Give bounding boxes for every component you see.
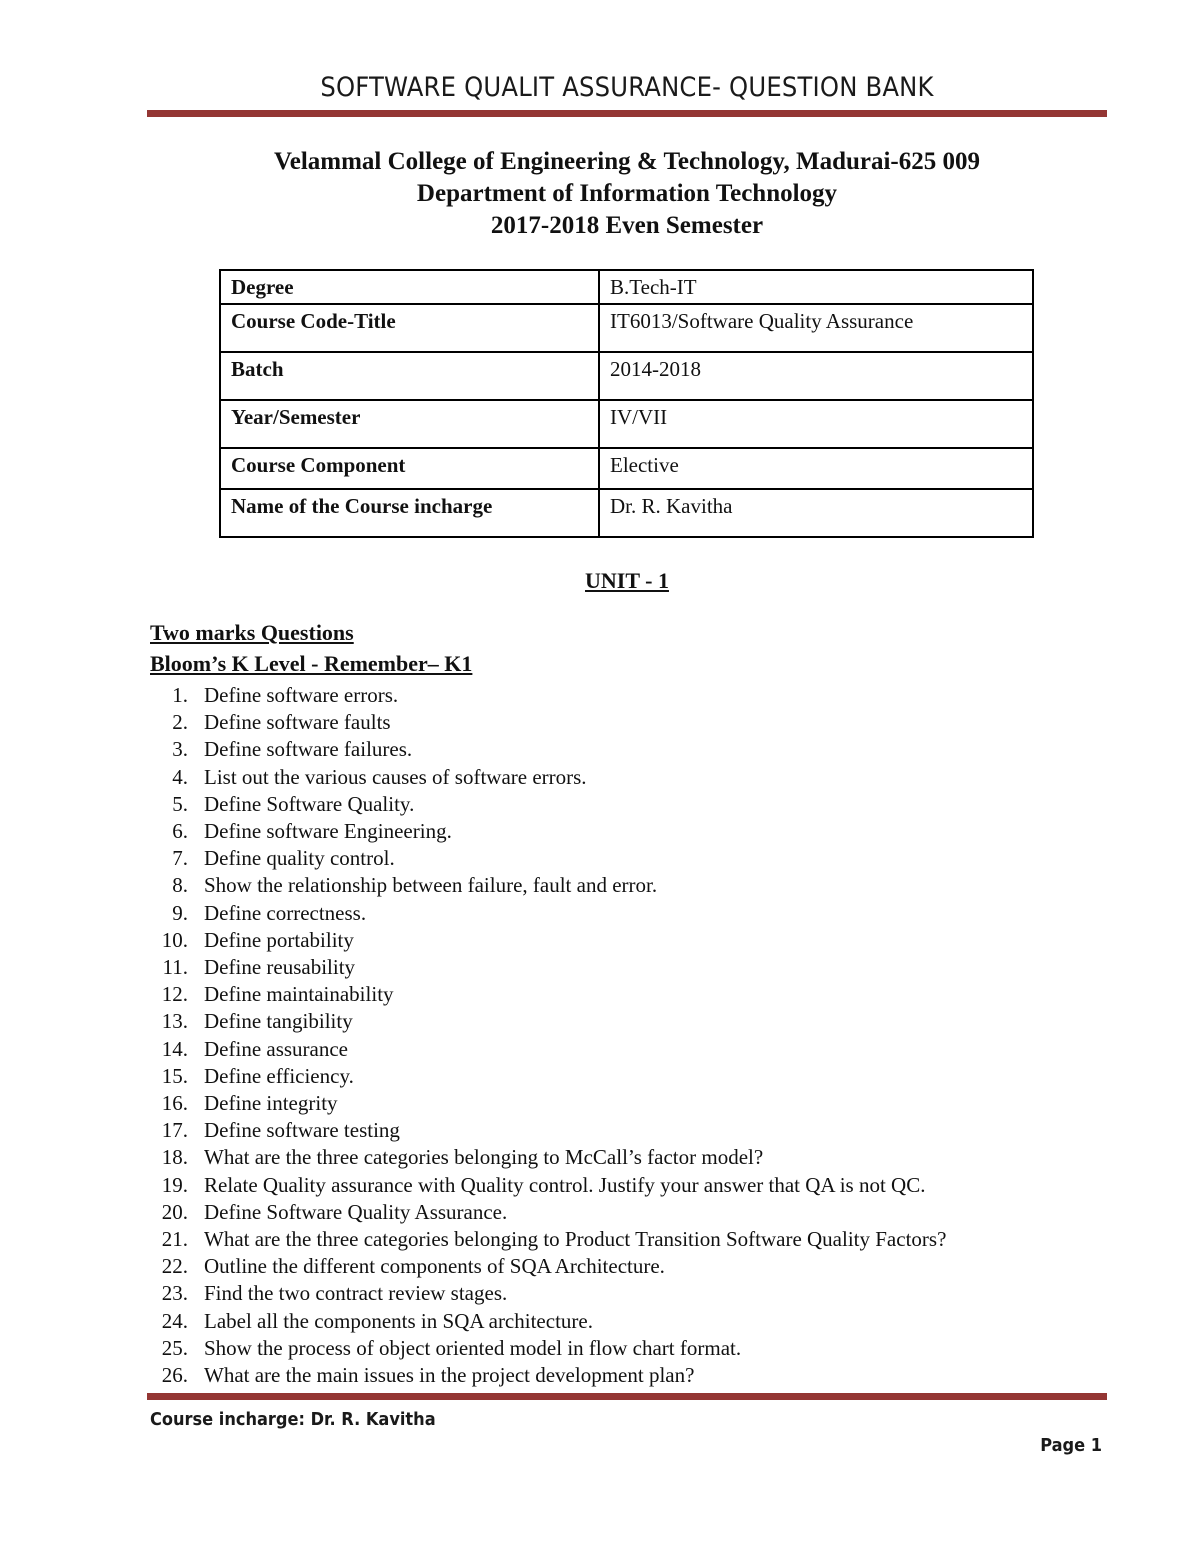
question-text: What are the main issues in the project development plan? xyxy=(204,1363,695,1388)
question-text: Define tangibility xyxy=(204,1009,353,1034)
question-number: 10. xyxy=(161,927,188,952)
question-text: List out the various causes of software errors. xyxy=(204,764,587,789)
question-number: 13. xyxy=(161,1009,188,1034)
question-number: 8. xyxy=(172,873,188,898)
question-number: 2. xyxy=(172,710,188,735)
question-text: Define Software Quality. xyxy=(204,791,415,816)
college-heading xyxy=(0,146,1200,242)
list-item xyxy=(150,1280,946,1307)
question-text: Find the two contract review stages. xyxy=(204,1281,508,1306)
list-item xyxy=(150,818,946,845)
question-number: 6. xyxy=(172,819,188,844)
question-text: Define portability xyxy=(204,927,354,952)
list-item xyxy=(150,1308,946,1335)
bloom-level-heading: Bloom’s K Level - Remember– K1 xyxy=(150,651,473,676)
info-key: Name of the Course incharge xyxy=(220,489,599,537)
table-row xyxy=(220,448,1033,489)
list-item xyxy=(150,872,946,899)
info-value: B.Tech-IT xyxy=(599,270,1033,304)
question-text: Show the relationship between failure, fault and error. xyxy=(204,873,658,898)
department-name: Department of Information Technology xyxy=(416,180,838,207)
question-text: Outline the different components of SQA Architecture. xyxy=(204,1254,665,1279)
question-text: Define software failures. xyxy=(204,737,413,762)
question-text: What are the three categories belonging to Product Transition Software Quality Factors? xyxy=(204,1227,947,1252)
list-item xyxy=(150,1063,946,1090)
question-number: 1. xyxy=(172,683,188,707)
list-item xyxy=(150,791,946,818)
question-number: 12. xyxy=(161,982,188,1007)
question-list xyxy=(150,682,946,1389)
question-number: 26. xyxy=(161,1363,188,1388)
list-item xyxy=(150,900,946,927)
info-value: Dr. R. Kavitha xyxy=(599,489,1033,537)
list-item xyxy=(150,1335,946,1362)
table-row xyxy=(220,304,1033,352)
question-number: 22. xyxy=(161,1254,188,1279)
question-text: What are the three categories belonging to McCall’s factor model? xyxy=(204,1145,764,1170)
list-item xyxy=(150,1008,946,1035)
question-text: Define correctness. xyxy=(204,900,367,925)
question-text: Define integrity xyxy=(204,1091,338,1116)
question-text: Define assurance xyxy=(204,1036,349,1061)
list-item xyxy=(150,764,946,791)
section-title: Two marks Questions xyxy=(150,620,354,645)
question-number: 14. xyxy=(161,1036,188,1061)
question-number: 4. xyxy=(172,764,188,789)
semester-label: 2017-2018 Even Semester xyxy=(490,212,764,239)
question-number: 18. xyxy=(161,1145,188,1170)
list-item xyxy=(150,736,946,763)
list-item xyxy=(150,1117,946,1144)
info-value: 2014-2018 xyxy=(599,352,1033,400)
question-text: Define software faults xyxy=(204,710,391,735)
info-key: Degree xyxy=(220,270,599,304)
question-number: 16. xyxy=(161,1091,188,1116)
page-header-title: SOFTWARE QUALIT ASSURANCE- QUESTION BANK xyxy=(320,72,934,103)
list-item xyxy=(150,927,946,954)
list-item xyxy=(150,682,946,709)
question-text: Relate Quality assurance with Quality control. Justify your answer that QA is not QC. xyxy=(204,1172,926,1197)
question-text: Define software testing xyxy=(204,1118,400,1143)
question-text: Define maintainability xyxy=(204,982,394,1007)
question-text: Define software Engineering. xyxy=(204,819,452,844)
info-key: Batch xyxy=(220,352,599,400)
question-number: 23. xyxy=(161,1281,188,1306)
info-key: Year/Semester xyxy=(220,400,599,448)
table-row xyxy=(220,489,1033,537)
question-text: Label all the components in SQA architecture. xyxy=(204,1308,593,1333)
footer-course-incharge: Course incharge: Dr. R. Kavitha xyxy=(150,1409,436,1430)
question-number: 11. xyxy=(162,955,188,980)
list-item xyxy=(150,1199,946,1226)
footer-divider xyxy=(147,1393,1107,1400)
question-number: 9. xyxy=(172,900,188,925)
list-item xyxy=(150,1144,946,1171)
table-row xyxy=(220,400,1033,448)
question-number: 19. xyxy=(161,1172,188,1197)
question-text: Define software errors. xyxy=(204,683,399,707)
question-text: Show the process of object oriented model in flow chart format. xyxy=(204,1335,742,1360)
table-row xyxy=(220,270,1033,304)
question-number: 5. xyxy=(172,791,188,816)
unit-title: UNIT - 1 xyxy=(585,568,669,593)
table-row xyxy=(220,352,1033,400)
question-number: 7. xyxy=(172,846,188,871)
info-value: IV/VII xyxy=(599,400,1033,448)
question-number: 20. xyxy=(161,1199,188,1224)
list-item xyxy=(150,1226,946,1253)
list-item xyxy=(150,709,946,736)
list-item xyxy=(150,981,946,1008)
list-item xyxy=(150,1253,946,1280)
list-item xyxy=(150,1362,946,1389)
question-number: 25. xyxy=(161,1335,188,1360)
info-value: IT6013/Software Quality Assurance xyxy=(599,304,1033,352)
question-number: 24. xyxy=(161,1308,188,1333)
question-number: 3. xyxy=(172,737,188,762)
header-divider xyxy=(147,110,1107,117)
list-item xyxy=(150,954,946,981)
question-number: 15. xyxy=(161,1063,188,1088)
question-number: 21. xyxy=(161,1227,188,1252)
question-text: Define reusability xyxy=(204,955,356,980)
info-key: Course Code-Title xyxy=(220,304,599,352)
info-key: Course Component xyxy=(220,448,599,489)
info-value: Elective xyxy=(599,448,1033,489)
college-name: Velammal College of Engineering & Technology, Madurai-625 009 xyxy=(273,148,981,175)
list-item xyxy=(150,1036,946,1063)
page-number: Page 1 xyxy=(1040,1435,1102,1456)
question-text: Define Software Quality Assurance. xyxy=(204,1199,508,1224)
question-text: Define quality control. xyxy=(204,846,395,871)
question-number: 17. xyxy=(161,1118,188,1143)
course-info-table xyxy=(219,269,1034,538)
list-item xyxy=(150,1090,946,1117)
question-text: Define efficiency. xyxy=(204,1063,354,1088)
list-item xyxy=(150,1172,946,1199)
list-item xyxy=(150,845,946,872)
